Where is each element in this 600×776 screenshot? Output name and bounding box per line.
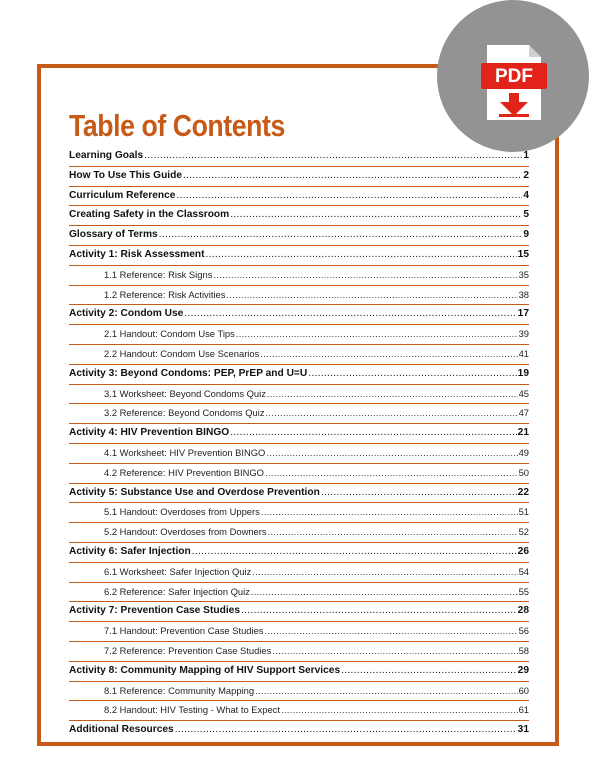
toc-entry-page: 22 (517, 486, 529, 498)
toc-entry-page: 49 (518, 446, 529, 458)
toc-entry-label: 2.2 Handout: Condom Use Scenarios (104, 347, 260, 359)
dot-leader (261, 503, 518, 522)
toc-entry-label: 3.2 Reference: Beyond Condoms Quiz (104, 407, 265, 419)
toc-row[interactable] (69, 463, 529, 483)
dot-leader (176, 187, 522, 206)
toc-entry-label: Curriculum Reference (69, 189, 176, 201)
toc-entry-page: 2 (523, 169, 529, 181)
dot-leader (321, 484, 517, 503)
toc-entry-label: Activity 6: Safer Injection (69, 545, 191, 557)
toc-row[interactable] (69, 304, 529, 324)
dot-leader (255, 682, 517, 701)
toc-entry-page: 35 (518, 268, 529, 280)
dot-leader (272, 642, 517, 661)
toc-row[interactable] (69, 265, 529, 285)
dot-leader (308, 365, 516, 384)
toc-entry-page: 17 (517, 308, 529, 320)
dot-leader (213, 266, 517, 285)
pdf-label: PDF (495, 66, 533, 87)
toc-row[interactable] (69, 700, 529, 720)
toc-entry-label: 5.2 Handout: Overdoses from Downers (104, 526, 267, 538)
toc-entry-page: 4 (523, 189, 529, 201)
toc-entry-label: Activity 2: Condom Use (69, 308, 184, 320)
toc-row[interactable] (69, 661, 529, 681)
pdf-badge[interactable] (437, 0, 589, 152)
toc-entry-page: 61 (518, 704, 529, 716)
toc-entry-label: Activity 7: Prevention Case Studies (69, 605, 240, 617)
toc-entry-label: Creating Safety in the Classroom (69, 209, 230, 221)
toc-entry-page: 60 (518, 684, 529, 696)
toc-entry-page: 28 (517, 605, 529, 617)
dot-leader (281, 701, 518, 720)
toc-entry-page: 5 (523, 209, 529, 221)
toc-row[interactable] (69, 582, 529, 602)
toc-entry-label: 8.1 Reference: Community Mapping (104, 684, 255, 696)
dot-leader (267, 385, 518, 404)
toc-entry-page: 51 (518, 506, 529, 518)
toc-entry-page: 38 (518, 288, 529, 300)
toc-entry-page: 56 (518, 625, 529, 637)
toc-row[interactable] (69, 423, 529, 443)
toc-row[interactable] (69, 285, 529, 305)
toc-row[interactable] (69, 562, 529, 582)
dot-leader (266, 444, 517, 463)
toc-entry-page: 21 (517, 427, 529, 439)
toc-entry-page: 29 (517, 664, 529, 676)
toc-row[interactable] (69, 483, 529, 503)
dot-leader (192, 543, 517, 562)
toc-row[interactable] (69, 681, 529, 701)
toc-row[interactable] (69, 720, 529, 740)
toc-entry-page: 52 (518, 526, 529, 538)
toc-entry-page: 19 (517, 367, 529, 379)
toc-entry-page: 41 (518, 347, 529, 359)
toc-entry-label: 6.2 Reference: Safer Injection Quiz (104, 585, 250, 597)
toc-row[interactable] (69, 542, 529, 562)
toc-entry-page: 15 (517, 248, 529, 260)
dot-leader (184, 305, 516, 324)
toc-entry-label: 8.2 Handout: HIV Testing - What to Expect (104, 704, 280, 716)
toc-row[interactable] (69, 324, 529, 344)
toc-row[interactable] (69, 403, 529, 423)
toc-entry-page: 26 (517, 545, 529, 557)
dot-leader (341, 662, 517, 681)
dot-leader (159, 226, 523, 245)
toc-entry-page: 47 (518, 407, 529, 419)
toc-entry-page: 39 (518, 328, 529, 340)
toc-row[interactable] (69, 364, 529, 384)
dot-leader (175, 721, 517, 740)
toc-row[interactable] (69, 502, 529, 522)
toc-entry-label: Learning Goals (69, 150, 144, 161)
toc-entry-label: Activity 3: Beyond Condoms: PEP, PrEP and U=U (69, 367, 308, 379)
dot-leader (226, 286, 517, 305)
toc-entry-label: Glossary of Terms (69, 229, 158, 241)
toc-row[interactable] (69, 186, 529, 206)
toc-entry-label: 1.2 Reference: Risk Activities (104, 288, 226, 300)
toc-entry-label: 3.1 Worksheet: Beyond Condoms Quiz (104, 387, 266, 399)
toc-entry-page: 1 (523, 150, 529, 161)
toc-row[interactable] (69, 205, 529, 225)
toc-entry-label: Activity 4: HIV Prevention BINGO (69, 427, 230, 439)
toc-entry-page: 31 (517, 724, 529, 736)
page-title: Table of Contents (69, 108, 285, 143)
toc-row[interactable] (69, 384, 529, 404)
toc-entry-label: Activity 1: Risk Assessment (69, 248, 205, 260)
toc-entry-page: 58 (518, 644, 529, 656)
dot-leader (241, 602, 517, 621)
dot-leader (251, 583, 518, 602)
toc-entry-label: Activity 8: Community Mapping of HIV Support Services (69, 664, 341, 676)
toc-entry-label: How To Use This Guide (69, 169, 183, 181)
dot-leader (264, 622, 517, 641)
table-of-contents (69, 147, 529, 740)
dot-leader (266, 404, 518, 423)
toc-entry-label: Additional Resources (69, 724, 174, 736)
toc-entry-label: 7.1 Handout: Prevention Case Studies (104, 625, 264, 637)
dot-leader (252, 563, 517, 582)
dot-leader (206, 246, 517, 265)
toc-row[interactable] (69, 344, 529, 364)
dot-leader (265, 464, 518, 483)
toc-entry-page: 55 (518, 585, 529, 597)
toc-row[interactable] (69, 443, 529, 463)
toc-entry-label: 4.1 Worksheet: HIV Prevention BINGO (104, 446, 266, 458)
toc-entry-label: 5.1 Handout: Overdoses from Uppers (104, 506, 260, 518)
dot-leader (230, 206, 522, 225)
toc-entry-label: 7.2 Reference: Prevention Case Studies (104, 644, 272, 656)
dot-leader (236, 325, 518, 344)
toc-entry-label: 6.1 Worksheet: Safer Injection Quiz (104, 565, 252, 577)
dot-leader (260, 345, 517, 364)
toc-row[interactable] (69, 601, 529, 621)
toc-entry-label: 4.2 Reference: HIV Prevention BINGO (104, 466, 264, 478)
toc-row[interactable] (69, 166, 529, 186)
toc-entry-label: Activity 5: Substance Use and Overdose Prevention (69, 486, 320, 498)
dot-leader (183, 167, 522, 186)
dot-leader (268, 523, 518, 542)
toc-row[interactable] (69, 522, 529, 542)
pdf-download-icon (437, 0, 589, 152)
toc-row[interactable] (69, 641, 529, 661)
toc-row[interactable] (69, 225, 529, 245)
toc-entry-label: 2.1 Handout: Condom Use Tips (104, 328, 235, 340)
toc-row[interactable] (69, 621, 529, 641)
dot-leader (230, 424, 516, 443)
toc-entry-page: 45 (518, 387, 529, 399)
toc-entry-label: 1.1 Reference: Risk Signs (104, 268, 213, 280)
toc-entry-page: 50 (518, 466, 529, 478)
toc-entry-page: 54 (518, 565, 529, 577)
toc-entry-page: 9 (523, 229, 529, 241)
toc-row[interactable] (69, 245, 529, 265)
